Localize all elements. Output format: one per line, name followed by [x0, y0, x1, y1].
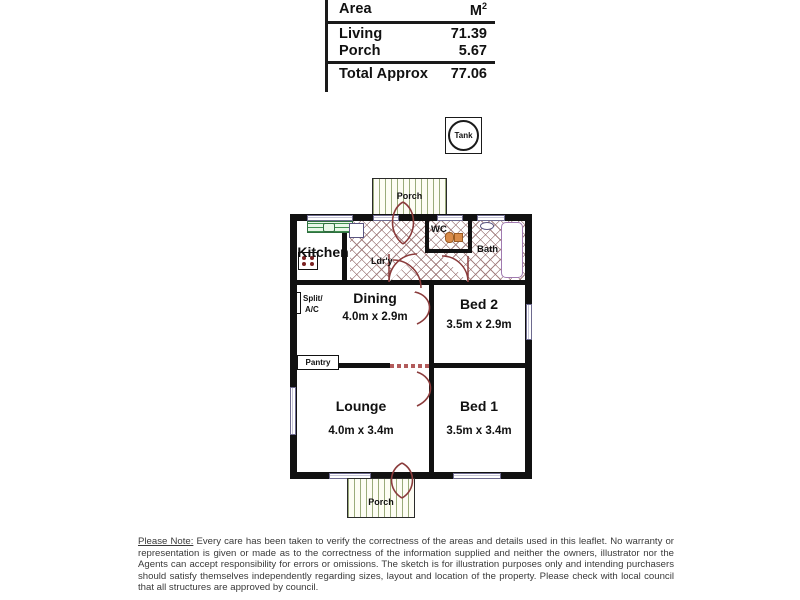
- tank-icon: [448, 120, 479, 151]
- bath-label: Bath: [477, 244, 499, 255]
- porch-label: Porch: [339, 43, 381, 59]
- living-label: Living: [339, 26, 383, 42]
- interior-wall-bed2-bed1: [433, 363, 525, 368]
- kitchen-label: [297, 244, 349, 261]
- interior-wall-wc-bottom: [425, 249, 471, 253]
- total-value: 77.06: [450, 66, 487, 82]
- bed2-name: Bed 2: [459, 296, 499, 312]
- table-divider-header: [325, 21, 495, 24]
- area-header-unit: $M^2$: [469, 1, 487, 19]
- water-tank-symbol: [445, 117, 482, 154]
- floor-plan: [285, 172, 535, 522]
- door-front-top: [385, 200, 421, 246]
- split-ac-unit: [296, 292, 301, 314]
- total-label: Total Approx: [339, 66, 428, 82]
- dining-name: Dining: [353, 290, 397, 306]
- split-ac-label-2: A/C: [305, 305, 319, 314]
- laundry-label: Ldr'y: [371, 256, 393, 266]
- interior-wall-wc-right: [468, 221, 472, 253]
- bed2-dimensions: 3.5m x 2.9m: [446, 318, 512, 331]
- bed2-label: [435, 296, 523, 332]
- table-row: [339, 43, 491, 63]
- dining-dimensions: 4.0m x 2.9m: [342, 310, 408, 323]
- exterior-wall-right: [525, 214, 532, 479]
- interior-wall-wet-bottom: [347, 280, 525, 285]
- window-bath-top: [477, 215, 505, 221]
- lounge-label: [299, 398, 423, 438]
- disclaimer-prefix: Please Note:: [138, 536, 194, 547]
- kitchen-name: Kitchen: [297, 244, 349, 260]
- pantry-box: [297, 355, 339, 370]
- disclaimer-body: Every care has been taken to verify the correctness of the areas and details used in this leaflet. No warranty or representation is given or made as to the correctness of the information supplied and neither the owners, illustrator nor the Agents can accept responsibility for errors or omissions. The sketch is for illustration purposes only and intending purchasers should satisfy themselves independently regarding sizes, layout and location of the property. Please check with local council that all structures are approved by council.: [138, 536, 674, 594]
- lounge-name: Lounge: [335, 398, 387, 414]
- wc-label: WC: [431, 224, 447, 235]
- toilet-cistern: [454, 233, 463, 242]
- pantry-label: Pantry: [305, 358, 331, 367]
- table-left-border: [325, 0, 328, 92]
- interior-wall-kitchen-bottom: [295, 280, 347, 285]
- area-summary-table: [325, 0, 495, 92]
- table-header-row: [339, 1, 491, 21]
- lounge-dimensions: 4.0m x 3.4m: [328, 424, 394, 437]
- split-ac-label-1: Split/: [303, 294, 323, 303]
- exterior-wall-left: [290, 214, 297, 479]
- bed1-dimensions: 3.5m x 3.4m: [446, 424, 512, 437]
- kitchen-sink: [323, 223, 335, 232]
- dining-label: [325, 290, 425, 324]
- laundry-trough: [349, 223, 364, 238]
- bed1-name: Bed 1: [459, 398, 499, 414]
- door-front-bottom: [383, 460, 421, 500]
- porch-top-label: Porch: [396, 191, 423, 201]
- door-bath: [440, 254, 470, 284]
- interior-opening-dining-lounge: [390, 364, 429, 368]
- bed1-label: [435, 398, 523, 438]
- disclaimer-text: [138, 536, 674, 594]
- bathroom-basin: [480, 222, 494, 230]
- window-lounge-left: [290, 387, 296, 435]
- table-total-row: [339, 66, 491, 86]
- window-bed2-right: [526, 304, 532, 340]
- porch-bottom-label: Porch: [368, 497, 394, 507]
- window-bed1-bottom: [453, 473, 501, 479]
- area-header-label: Area: [339, 1, 372, 17]
- tank-label: Tank: [454, 131, 473, 140]
- bathtub: [501, 222, 523, 278]
- porch-value: 5.67: [458, 43, 487, 59]
- wc-floor: [285, 172, 327, 204]
- living-value: 71.39: [450, 26, 487, 42]
- door-hall-dining: [389, 258, 423, 292]
- window-wc-top: [437, 215, 463, 221]
